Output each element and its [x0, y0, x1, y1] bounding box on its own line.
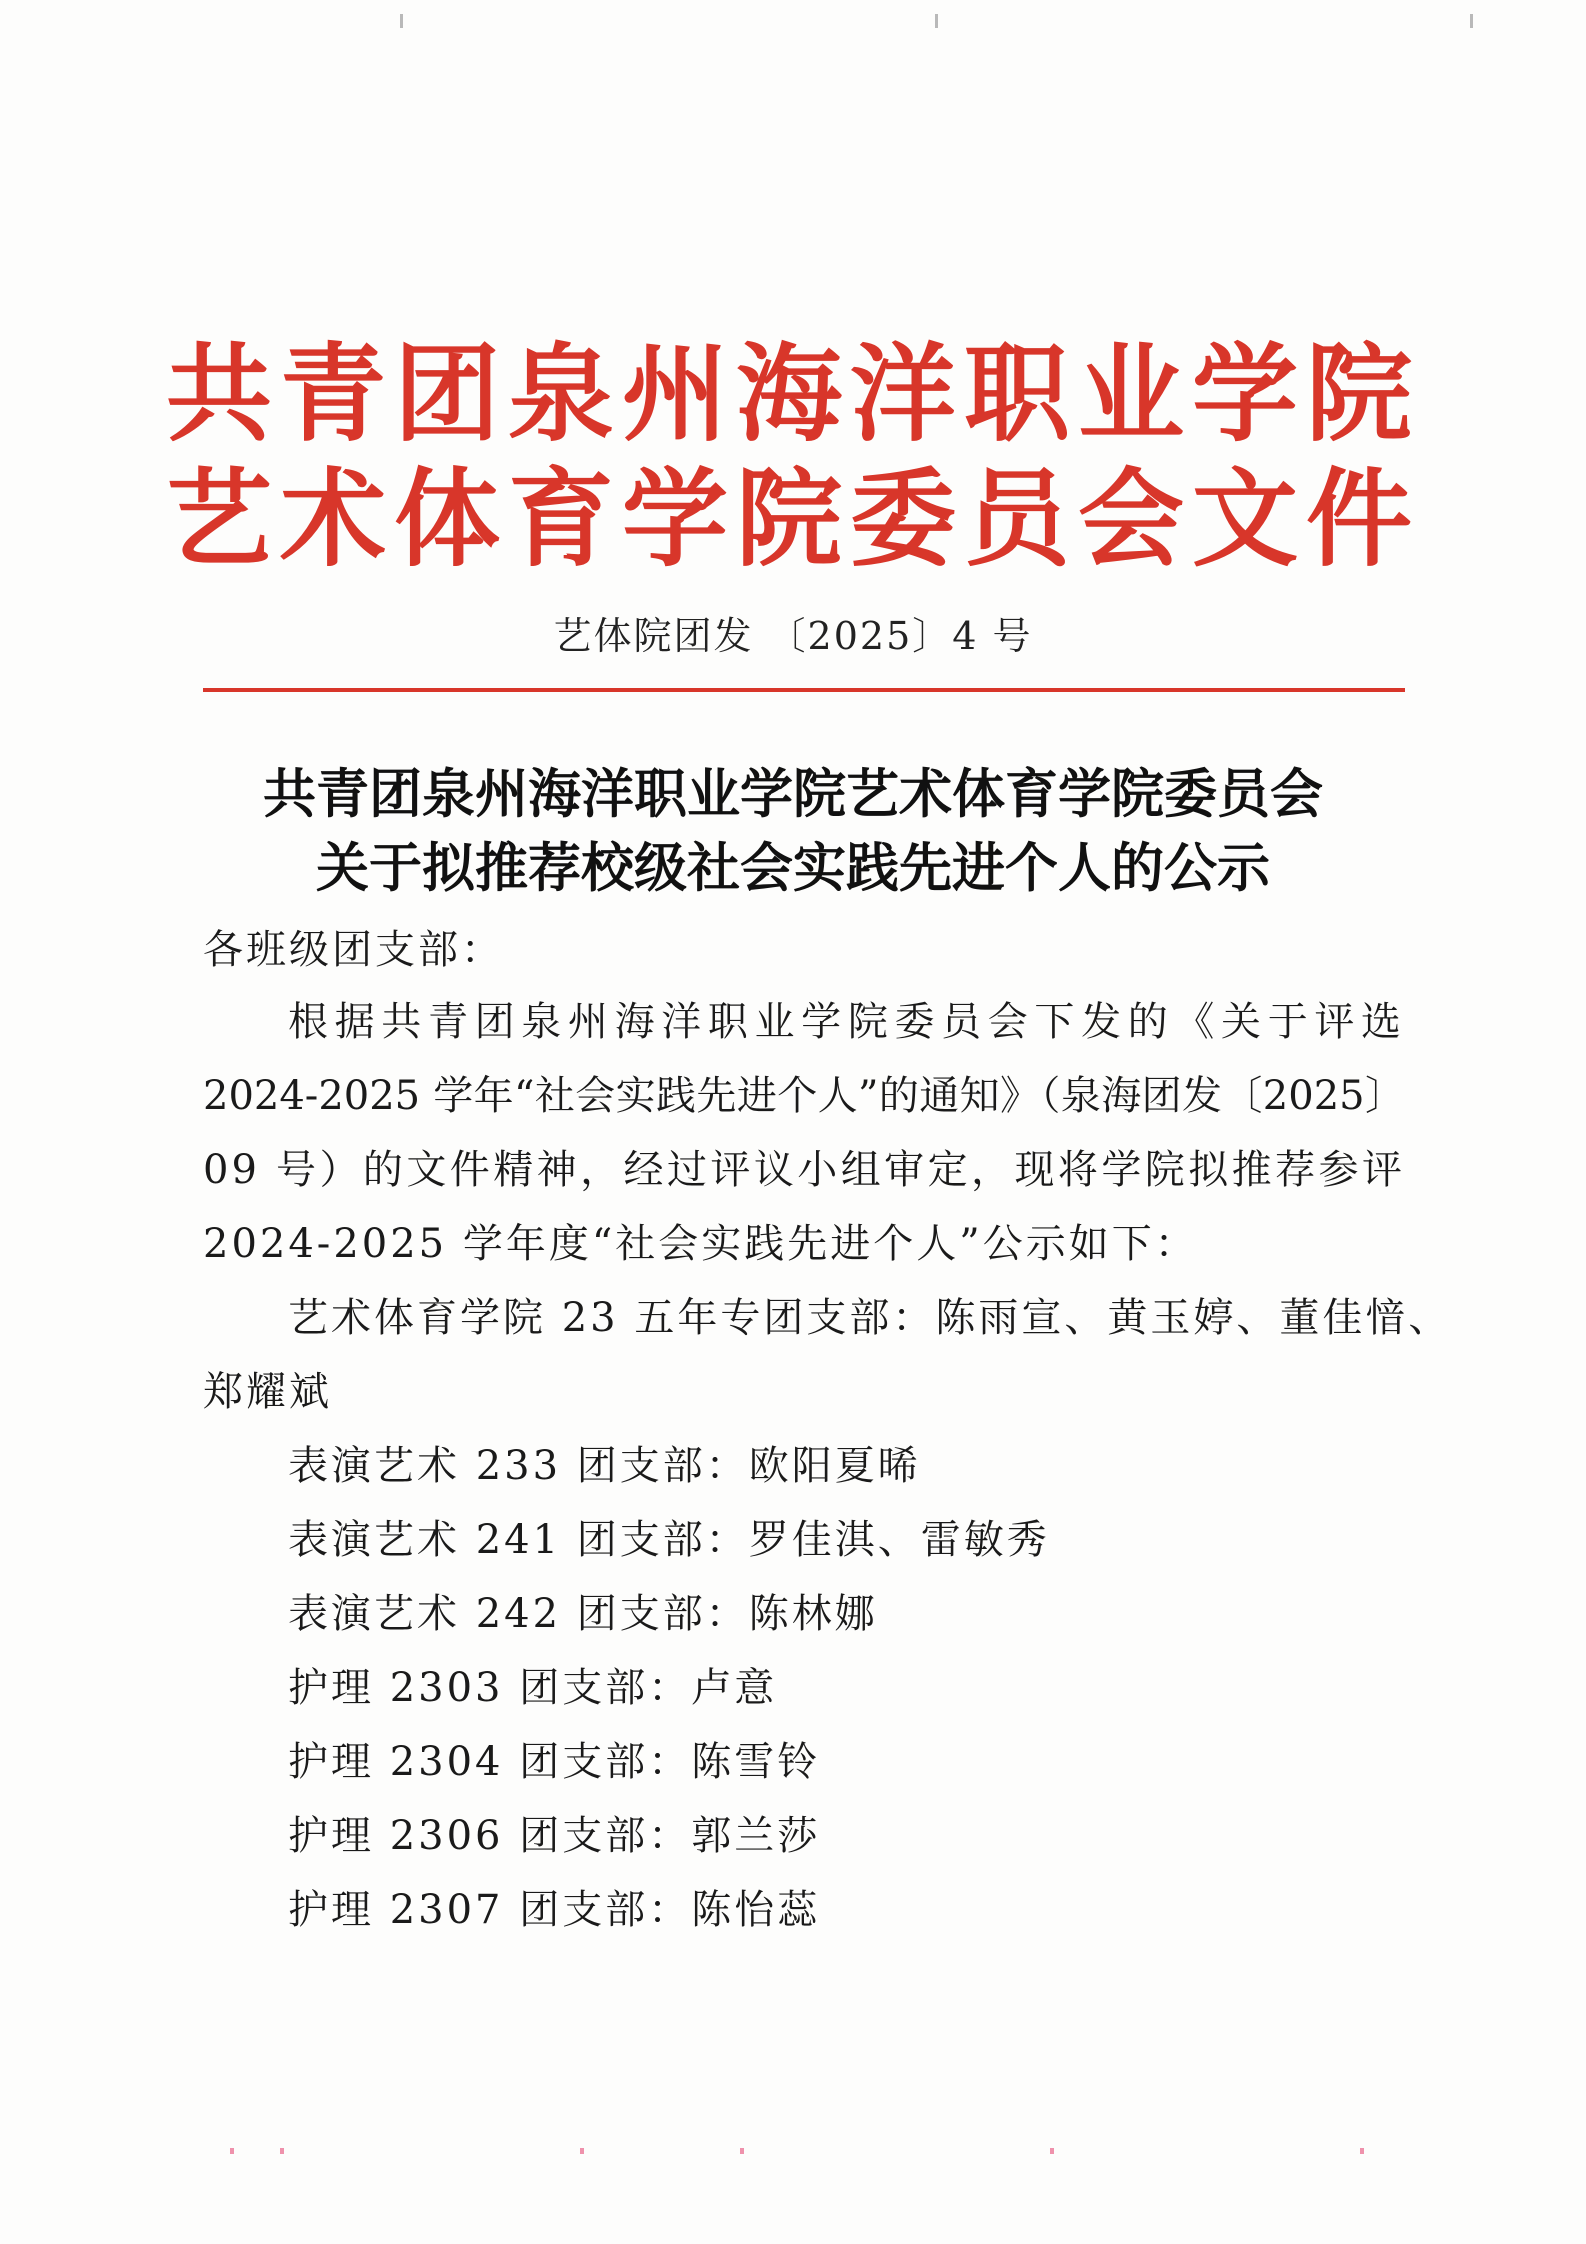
- scan-mark: [1470, 14, 1473, 28]
- scan-speck: [740, 2148, 744, 2154]
- document-header-line-2: 艺术体育学院委员会文件: [166, 456, 1420, 581]
- document-number: 艺体院团发 〔2025〕4 号: [553, 614, 1033, 658]
- scan-speck: [580, 2148, 584, 2154]
- list-item: 表演艺术 241 团支部：罗佳淇、雷敏秀: [288, 1517, 1050, 1563]
- paragraph-line: 2024-2025 学年“社会实践先进个人”的通知》（泉海团发〔2025〕: [203, 1073, 1405, 1119]
- list-item: 护理 2307 团支部：陈怡蕊: [288, 1887, 821, 1933]
- scan-speck: [1360, 2148, 1364, 2154]
- list-item: 艺术体育学院 23 五年专团支部：陈雨宣、黄玉婷、董佳愔、: [288, 1295, 1452, 1341]
- scan-mark: [935, 14, 938, 28]
- list-item: 护理 2303 团支部：卢意: [288, 1665, 778, 1711]
- list-item: 表演艺术 233 团支部：欧阳夏晞: [288, 1443, 921, 1489]
- scan-speck: [230, 2148, 234, 2154]
- scan-speck: [280, 2148, 284, 2154]
- notice-title-line-1: 共青团泉州海洋职业学院艺术体育学院委员会: [263, 764, 1323, 825]
- list-item: 护理 2304 团支部：陈雪铃: [288, 1739, 821, 1785]
- salutation: 各班级团支部：: [203, 927, 504, 973]
- document-header-line-1: 共青团泉州海洋职业学院: [166, 331, 1420, 456]
- list-item: 郑耀斌: [203, 1369, 332, 1415]
- header-divider: [203, 688, 1405, 692]
- paragraph-line: 根据共青团泉州海洋职业学院委员会下发的《关于评选: [288, 999, 1404, 1045]
- scan-mark: [400, 14, 403, 28]
- scan-speck: [1050, 2148, 1054, 2154]
- list-item: 护理 2306 团支部：郭兰莎: [288, 1813, 821, 1859]
- paragraph-line: 09 号）的文件精神，经过评议小组审定，现将学院拟推荐参评: [203, 1147, 1405, 1193]
- list-item: 表演艺术 242 团支部：陈林娜: [288, 1591, 878, 1637]
- paragraph-line: 2024-2025 学年度“社会实践先进个人”公示如下：: [203, 1221, 1198, 1267]
- notice-title-line-2: 关于拟推荐校级社会实践先进个人的公示: [316, 838, 1270, 899]
